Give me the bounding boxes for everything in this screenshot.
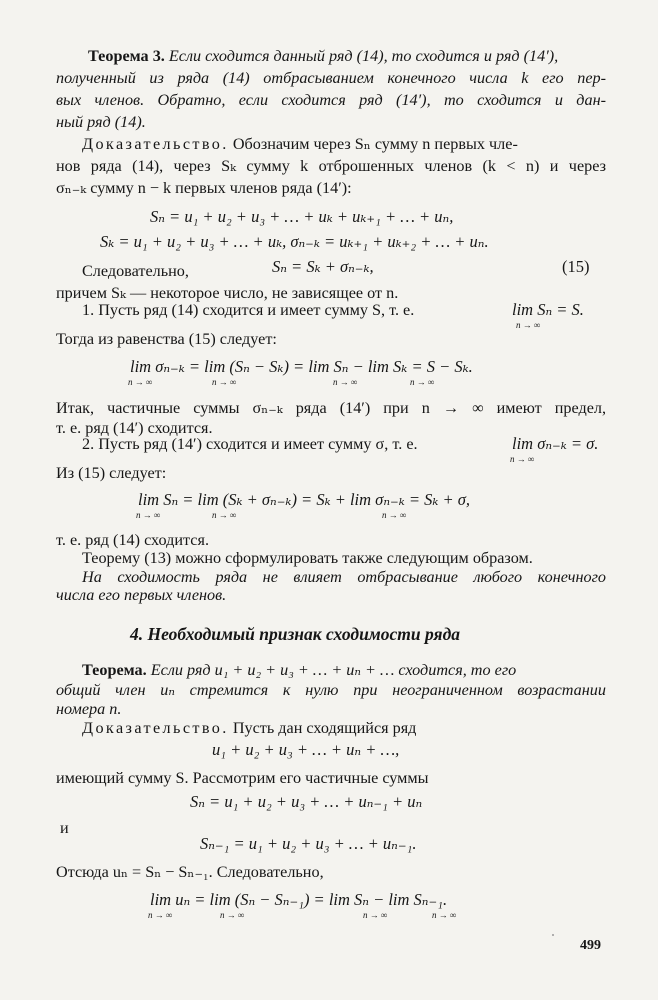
theorem-line-1: Теорема. Если ряд u₁ + u₂ + u₃ + … + uₙ + … сходится, то его: [82, 661, 517, 679]
formula-lim-un: lim uₙ = lim (Sₙ − Sₙ₋₁) = lim Sₙ − lim Sₙ₋₁.: [150, 890, 448, 909]
lim-subscript: n → ∞: [128, 377, 153, 387]
equation-number-15: (15): [562, 257, 590, 276]
theorem-3-line-2: полученный из ряда (14) отбрасыванием конечного числа k его пер-: [56, 69, 606, 87]
formula-lim-sigma: lim σₙ₋ₖ = σ.: [512, 434, 599, 453]
hence-line: Отсюда uₙ = Sₙ − Sₙ₋₁. Следовательно,: [56, 863, 324, 881]
series-converges-line: т. е. ряд (14) сходится.: [56, 531, 209, 549]
lim-subscript: n → ∞: [333, 377, 358, 387]
lim-subscript: n → ∞: [363, 910, 388, 920]
therefore-line: Следовательно,: [82, 262, 189, 280]
lim-subscript: n → ∞: [212, 510, 237, 520]
lim-subscript: n → ∞: [382, 510, 407, 520]
lim-subscript: n → ∞: [410, 377, 435, 387]
theorem-line-2: общий член uₙ стремится к нулю при неограниченном возрастании: [56, 681, 606, 699]
print-speck: [552, 934, 554, 936]
case-2-line: 2. Пусть ряд (14′) сходится и имеет сумму σ, т. е.: [82, 435, 418, 453]
theorem-13-line: Теорему (13) можно сформулировать также следующим образом.: [82, 549, 533, 567]
proof-2-line-1: Доказательство. Пусть дан сходящийся ряд: [82, 719, 417, 737]
lim-subscript: n → ∞: [220, 910, 245, 920]
theorem-13-restated-2: числа его первых членов.: [56, 586, 227, 604]
theorem-3-line-4: ный ряд (14).: [56, 113, 146, 131]
theorem-label: Теорема.: [82, 661, 147, 679]
lim-subscript: n → ∞: [136, 510, 161, 520]
lim-subscript: n → ∞: [516, 320, 541, 330]
lim-subscript: n → ∞: [148, 910, 173, 920]
lim-subscript: n → ∞: [212, 377, 237, 387]
formula-series: u₁ + u₂ + u₃ + … + uₙ + …,: [212, 740, 400, 759]
proof-line-3: σₙ₋ₖ сумму n − k первых членов ряда (14′):: [56, 179, 352, 197]
theorem-3-line-1: Теорема 3. Если сходится данный ряд (14), то сходится и ряд (14′),: [88, 47, 559, 65]
formula-lim-sigma-chain: lim σₙ₋ₖ = lim (Sₙ − Sₖ) = lim Sₙ − lim Sₖ = S − Sₖ.: [130, 357, 473, 376]
formula-sk-sigma: Sₖ = u₁ + u₂ + u₃ + … + uₖ, σₙ₋ₖ = uₖ₊₁ + uₖ₊₂ + … + uₙ.: [100, 232, 489, 251]
then-line: Тогда из равенства (15) следует:: [56, 330, 277, 348]
partial-sums-line: Итак, частичные суммы σₙ₋ₖ ряда (14′) при n → ∞ имеют предел,: [56, 399, 606, 417]
lim-subscript: n → ∞: [432, 910, 457, 920]
formula-sn-partial: Sₙ = u₁ + u₂ + u₃ + … + uₙ₋₁ + uₙ: [190, 792, 423, 811]
from-15-line: Из (15) следует:: [56, 464, 167, 482]
case-1-line: 1. Пусть ряд (14) сходится и имеет сумму S, т. е.: [82, 301, 415, 319]
formula-sn-expansion: Sₙ = u₁ + u₂ + u₃ + … + uₖ + uₖ₊₁ + … + uₙ,: [150, 207, 454, 226]
converges-line: т. е. ряд (14′) сходится.: [56, 419, 213, 437]
proof-label: Доказательство.: [82, 135, 229, 153]
page-number: 499: [580, 938, 601, 953]
lim-subscript: n → ∞: [510, 454, 535, 464]
sk-constant-line: причем Sₖ — некоторое число, не зависящее от n.: [56, 284, 399, 302]
formula-lim-sn: lim Sₙ = S.: [512, 300, 584, 319]
proof-line-2: нов ряда (14), через Sₖ сумму k отброшенных членов (k < n) и через: [56, 157, 606, 175]
theorem-3-line-3: вых членов. Обратно, если сходится ряд (14′), то сходится и дан-: [56, 91, 606, 109]
formula-lim-sn-chain: lim Sₙ = lim (Sₖ + σₙ₋ₖ) = Sₖ + lim σₙ₋ₖ = Sₖ + σ,: [138, 490, 471, 509]
theorem-13-restated-1: На сходимость ряда не влияет отбрасывание любого конечного: [82, 568, 606, 586]
partial-sums-intro-line: имеющий сумму S. Рассмотрим его частичные суммы: [56, 769, 429, 787]
proof-line-1: Доказательство. Обозначим через Sₙ сумму n первых чле-: [82, 135, 518, 153]
formula-15: Sₙ = Sₖ + σₙ₋ₖ,: [272, 257, 374, 276]
and-line: и: [60, 819, 69, 837]
theorem-line-3: номера n.: [56, 700, 122, 718]
formula-sn-minus-1: Sₙ₋₁ = u₁ + u₂ + u₃ + … + uₙ₋₁.: [200, 834, 417, 853]
theorem-label: Теорема 3.: [88, 47, 165, 65]
section-heading: 4. Необходимый признак сходимости ряда: [130, 624, 460, 644]
proof-label: Доказательство.: [82, 719, 229, 737]
